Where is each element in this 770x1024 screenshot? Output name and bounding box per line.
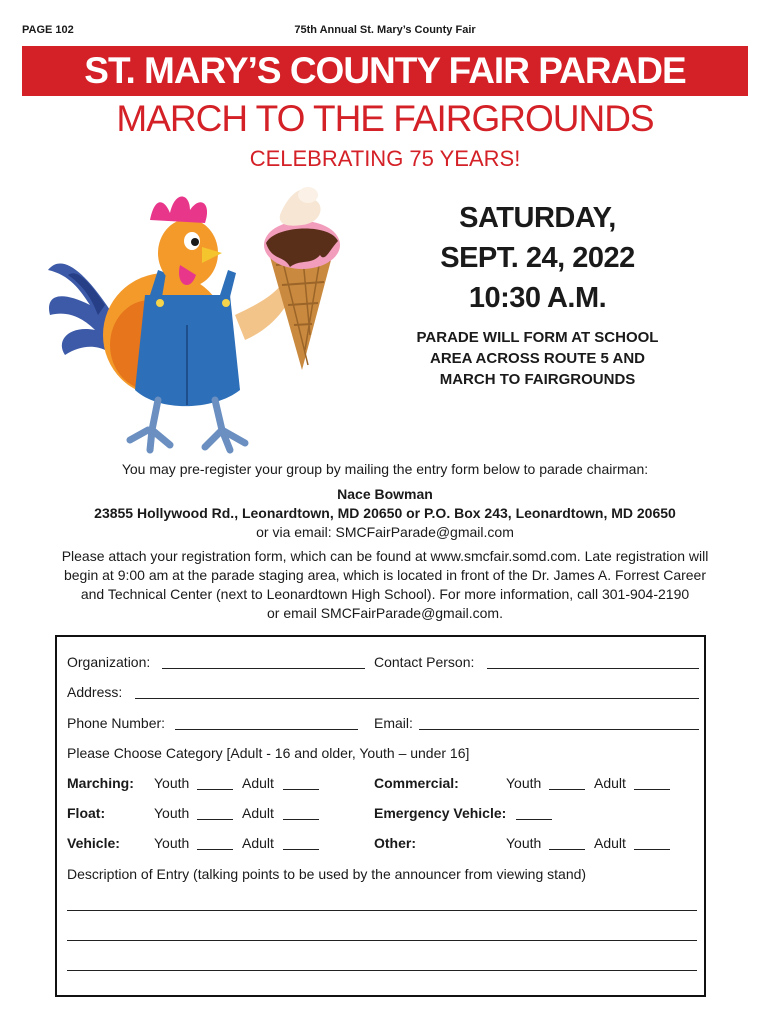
entry-form: [55, 635, 706, 997]
vehicle-adult-field[interactable]: [283, 849, 319, 850]
parade-formation-note: [390, 327, 685, 390]
contact-person-field[interactable]: [487, 668, 699, 669]
emergency-vehicle-field[interactable]: [516, 819, 552, 820]
vehicle-youth-label: Youth: [154, 835, 190, 851]
other-adult-field[interactable]: [634, 849, 670, 850]
address-field[interactable]: [135, 698, 699, 699]
attach-line-3: and Technical Center (next to Leonardtown High School). For more information, call 301-904-2190: [80, 586, 690, 602]
emergency-vehicle-label: Emergency Vehicle:: [374, 805, 507, 821]
formation-line-1: PARADE WILL FORM AT SCHOOL: [416, 329, 659, 346]
subtitle: MARCH TO THE FAIRGROUNDS: [116, 98, 654, 139]
banner-title: ST. MARY’S COUNTY FAIR PARADE: [84, 50, 686, 91]
attach-line-2: begin at 9:00 am at the parade staging area, which is located in front of the Dr. James A. Forrest Career: [63, 567, 706, 583]
description-line-2[interactable]: [67, 940, 697, 941]
marching-youth-field[interactable]: [197, 789, 233, 790]
email-line: or via email: SMCFairParade@gmail.com: [256, 524, 514, 540]
other-youth-label: Youth: [506, 835, 542, 851]
other-adult-label: Adult: [594, 835, 626, 851]
marching-youth-label: Youth: [154, 775, 190, 791]
organization-label: Organization:: [67, 654, 151, 670]
other-youth-field[interactable]: [549, 849, 585, 850]
page-number: PAGE 102: [22, 24, 74, 36]
other-label: Other:: [374, 835, 416, 851]
phone-label: Phone Number:: [67, 715, 166, 731]
celebrating-line: CELEBRATING 75 YEARS!: [249, 146, 521, 171]
vehicle-label: Vehicle:: [67, 835, 120, 851]
commercial-label: Commercial:: [374, 775, 459, 791]
marching-adult-label: Adult: [242, 775, 274, 791]
formation-line-3: MARCH TO FAIRGROUNDS: [439, 371, 636, 388]
event-date-block: [400, 198, 675, 318]
attach-line-1: Please attach your registration form, which can be found at www.smcfair.somd.com. Late registration will: [61, 548, 709, 564]
commercial-youth-field[interactable]: [549, 789, 585, 790]
email-label: Email:: [374, 715, 413, 731]
float-youth-label: Youth: [154, 805, 190, 821]
marching-adult-field[interactable]: [283, 789, 319, 790]
float-adult-field[interactable]: [283, 819, 319, 820]
float-youth-field[interactable]: [197, 819, 233, 820]
event-time: 10:30 A.M.: [468, 282, 607, 314]
contact-person-label: Contact Person:: [374, 654, 475, 670]
attach-line-4: or email SMCFairParade@gmail.com.: [267, 605, 503, 621]
organization-field[interactable]: [162, 668, 365, 669]
event-date: SEPT. 24, 2022: [440, 242, 635, 274]
float-label: Float:: [67, 805, 106, 821]
preregister-text: You may pre-register your group by mailing the entry form below to parade chairman:: [121, 461, 649, 477]
running-title: 75th Annual St. Mary’s County Fair: [294, 24, 476, 36]
chairman-name: Nace Bowman: [337, 486, 433, 502]
description-label: Description of Entry (talking points to be used by the announcer from viewing stand): [67, 866, 587, 882]
title-banner: [22, 46, 748, 96]
float-adult-label: Adult: [242, 805, 274, 821]
address-label: Address:: [67, 684, 123, 700]
commercial-youth-label: Youth: [506, 775, 542, 791]
vehicle-adult-label: Adult: [242, 835, 274, 851]
marching-label: Marching:: [67, 775, 134, 791]
event-day: SATURDAY,: [459, 202, 616, 234]
description-line-3[interactable]: [67, 970, 697, 971]
commercial-adult-field[interactable]: [634, 789, 670, 790]
vehicle-youth-field[interactable]: [197, 849, 233, 850]
phone-field[interactable]: [175, 729, 358, 730]
formation-line-2: AREA ACROSS ROUTE 5 AND: [429, 350, 646, 367]
category-note: Please Choose Category [Adult - 16 and older, Youth – under 16]: [67, 745, 470, 761]
rooster-mascot-illustration: [40, 175, 355, 460]
mailing-address: 23855 Hollywood Rd., Leonardtown, MD 20650 or P.O. Box 243, Leonardtown, MD 20650: [94, 505, 676, 521]
description-line-1[interactable]: [67, 910, 697, 911]
email-field[interactable]: [419, 729, 699, 730]
commercial-adult-label: Adult: [594, 775, 626, 791]
